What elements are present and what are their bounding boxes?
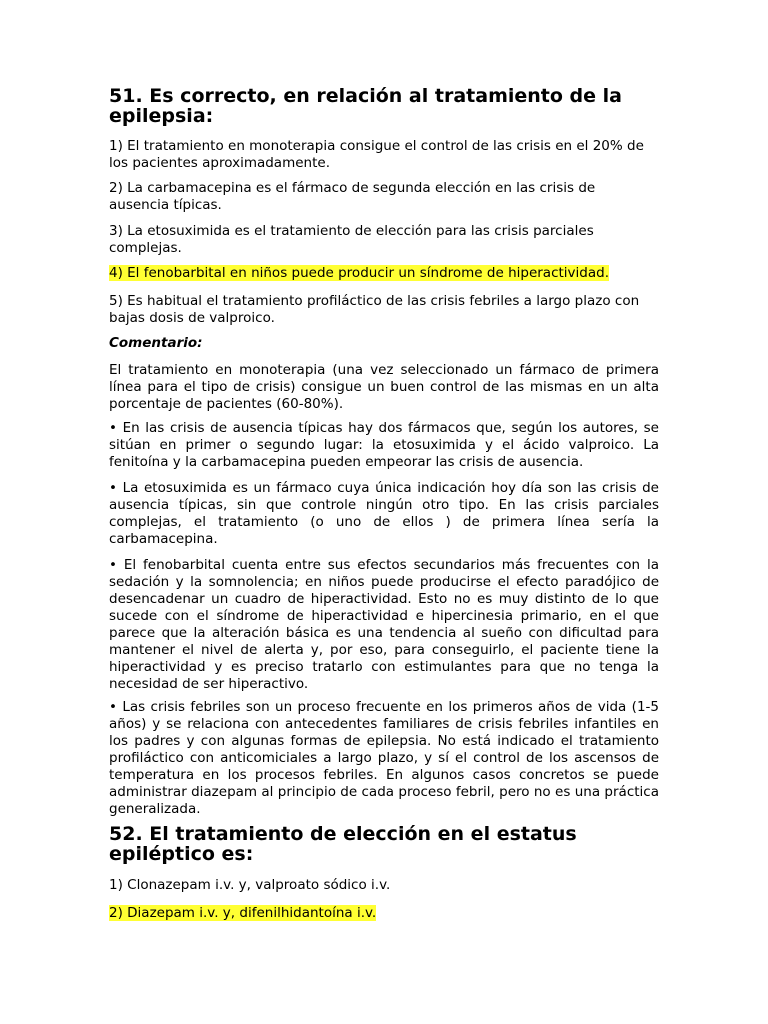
comment-paragraph-5-text: • Las crisis febriles son un proceso frecuente en los primeros años de vida (1-5 años) y se relaciona con antecedentes familiares de crisis febriles infantiles en los padres y con algunas formas de epilepsia. No está indicado el tratamiento profiláctico con anticomiciales a largo plazo, y sí el control de los ascensos de temperatura en los procesos febriles. En algunos casos concretos se puede administrar diazepam al principio de cada proceso febril, pero no es una práctica generalizada. xyxy=(109,699,659,817)
comment-paragraph-3-text: • La etosuximida es un fármaco cuya única indicación hoy día son las crisis de ausencia típicas, sin que controle ningún otro tipo. En las crisis parciales complejas, el tratamiento (o uno de ellos ) de primera línea sería la carbamacepina. xyxy=(109,480,659,547)
comment-paragraph-1 xyxy=(109,362,659,413)
comment-paragraph-2 xyxy=(109,420,659,471)
q51-option-2-text: 2) La carbamacepina es el fármaco de segunda elección en las crisis de ausencia típicas. xyxy=(109,180,596,213)
q52-option-1-text: 1) Clonazepam i.v. y, valproato sódico i.v. xyxy=(109,877,391,893)
question-52-title: 52. El tratamiento de elección en el estatus epiléptico es: xyxy=(109,823,577,865)
q52-option-1 xyxy=(109,877,659,894)
comment-paragraph-4 xyxy=(109,557,659,693)
q52-option-2-highlighted-text: 2) Diazepam i.v. y, difenilhidantoína i.v. xyxy=(109,905,377,921)
comment-section xyxy=(109,335,659,352)
comment-paragraph-4-text: • El fenobarbital cuenta entre sus efectos secundarios más frecuentes con la sedación y la somnolencia; en niños puede producirse el efecto paradójico de desencadenar un cuadro de hiperactividad. Esto no es muy distinto de lo que sucede con el síndrome de hiperactividad e hipercinesia primario, en el que parece que la alteración básica es una tendencia al sueño con dificultad para mantener el nivel de alerta y, por eso, para conseguirlo, el paciente tiene la hiperactividad y es preciso tratarlo con estimulantes para que no tenga la necesidad de ser hiperactivo. xyxy=(109,557,659,692)
q51-option-2 xyxy=(109,180,659,214)
q51-option-1 xyxy=(109,138,659,172)
q51-option-4-highlighted-text: 4) El fenobarbital en niños puede producir un síndrome de hiperactividad. xyxy=(109,265,609,281)
comment-label: Comentario: xyxy=(109,335,203,351)
q51-option-5-text: 5) Es habitual el tratamiento profiláctico de las crisis febriles a largo plazo con bajas dosis de valproico. xyxy=(109,293,640,326)
q51-option-1-text: 1) El tratamiento en monoterapia consigue el control de las crisis en el 20% de los pacientes aproximadamente. xyxy=(109,138,644,171)
comment-paragraph-3 xyxy=(109,480,659,548)
comment-paragraph-1-text: El tratamiento en monoterapia (una vez seleccionado un fármaco de primera línea para el tipo de crisis) consigue un buen control de las mismas en un alta porcentaje de pacientes (60-80%). xyxy=(109,362,659,412)
question-51-title: 51. Es correcto, en relación al tratamiento de la epilepsia: xyxy=(109,85,622,127)
q51-option-4 xyxy=(109,265,659,282)
question-52 xyxy=(109,824,659,864)
q51-option-5 xyxy=(109,293,659,327)
comment-paragraph-5 xyxy=(109,699,659,818)
q51-option-3 xyxy=(109,223,659,257)
q52-option-2 xyxy=(109,905,659,922)
question-51 xyxy=(109,84,659,126)
comment-paragraph-2-text: • En las crisis de ausencia típicas hay dos fármacos que, según los autores, se sitúan en primer o segundo lugar: la etosuximida y el ácido valproico. La fenitoína y la carbamacepina pueden empeorar las crisis de ausencia. xyxy=(109,420,659,470)
q51-option-3-text: 3) La etosuximida es el tratamiento de elección para las crisis parciales complejas. xyxy=(109,223,594,256)
